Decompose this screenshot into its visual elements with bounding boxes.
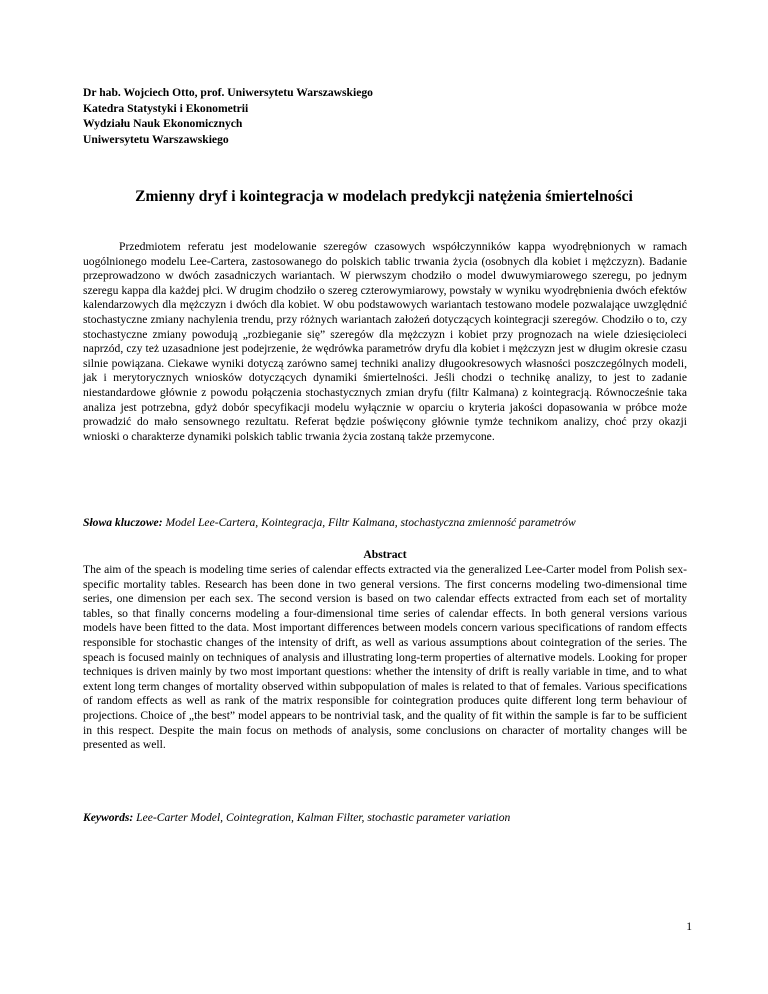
english-abstract bbox=[83, 563, 687, 753]
english-keywords bbox=[83, 811, 687, 826]
polish-keywords bbox=[83, 516, 687, 531]
polish-keywords-value: Model Lee-Cartera, Kointegracja, Filtr Kalmana, stochastyczna zmienność parametrów bbox=[165, 516, 576, 529]
abstract-heading: Abstract bbox=[363, 548, 407, 561]
university: Uniwersytetu Warszawskiego bbox=[83, 132, 229, 146]
polish-keywords-label: Słowa kluczowe: bbox=[83, 516, 166, 529]
author-name: Dr hab. Wojciech Otto, prof. Uniwersytetu Warszawskiego bbox=[83, 86, 373, 99]
paper-title: Zmienny dryf i kointegracja w modelach predykcji natężenia śmiertelności bbox=[135, 188, 633, 205]
polish-abstract-text: Przedmiotem referatu jest modelowanie szeregów czasowych współczynników kappa wyodrębnionych w ramach uogólnionego modelu Lee-Cartera, zastosowanego do polskich tablic trwania życia (osobnych dla kobiet i mężczyzn). Badanie przeprowadzono w dwóch zasadniczych wariantach. W pierwszym chodziło o model dwuwymiarowego szeregu, po jednym szeregu kappa dla każdej płci. W drugim chodziło o szereg czterowymiarowy, powstały w wyniku wyodrębnienia dwóch efektów kalendarzowych dla mężczyzn i dwóch dla kobiet. W obu podstawowych wariantach testowano modele pozwalające uwzględnić stochastyczne zmiany nachylenia trendu, przy różnych wariantach założeń dotyczących kointegracji szeregów. Chodziło o to, czy stochastyczne zmiany powodują „rozbieganie się” szeregów dla mężczyzn i kobiet przy prognozach na wiele dziesięcioleci naprzód, czy też uzasadnione jest podejrzenie, że wędrówka parametrów dryfu dla kobiet i mężczyzn jest w długim okresie czasu silnie powiązana. Ciekawe wyniki dotyczą zarówno samej techniki analizy długookresowych własności poszczególnych modeli, jak i merytorycznych wniosków dotyczących dynamiki śmiertelności. Jeśli chodzi o technikę analizy, to jest to zadanie niestandardowe głównie z powodu połączenia stochastycznych zmian dryfu (filtr Kalmana) z kointegracją. Równocześnie taka analiza jest potrzebna, gdyż dobór specyfikacji modelu wyłącznie w oparciu o kryteria jakości dopasowania w próbce może prowadzić do mało sensownego rezultatu. Referat będzie poświęcony głównie tymże technikom analizy, choć przy okazji wnioski o charakterze dynamiki polskich tablic trwania życia zostaną także przemycone. bbox=[83, 240, 687, 443]
english-abstract-text: The aim of the speach is modeling time series of calendar effects extracted via the generalized Lee-Carter model from Polish sex-specific mortality tables. Research has been done in two general versions. The first concerns modeling two-dimensional time series, one dimension per each sex. The second version is based on two calendar effects extracted from each set of mortality tables, so that finally concerns modeling a four-dimensional time series of calendar effects. In both general versions various models have been fitted to the data. Most important differences between models concern various specifications of random effects responsible for stochastic changes of the intensity of drift, as well as various assumptions about cointegration of the series. The speach is focused mainly on techniques of analysis and illustrating long-term properties of alternative models. Looking for proper techniques is driven mainly by two most important questions: whether the intensity of drift is really variable in time, and to what extent long term changes of mortality observed within subpopulation of males is related to that of females. Various specifications of random effects as well as rank of the matrix responsible for cointegration produces quite different long term behaviour of projections. Choice of „the best” model appears to be nontrivial task, and the quality of fit within the sample is far to be sufficient in this respect. Despite the main focus on methods of analysis, some conclusions on character of mortality changes will be presented as well. bbox=[83, 563, 687, 752]
english-keywords-value: Lee-Carter Model, Cointegration, Kalman Filter, stochastic parameter variation bbox=[136, 811, 511, 824]
polish-abstract bbox=[83, 240, 687, 444]
author-affiliation bbox=[83, 85, 703, 147]
faculty: Wydziału Nauk Ekonomicznych bbox=[83, 117, 243, 131]
english-keywords-label: Keywords: bbox=[83, 811, 137, 824]
department: Katedra Statystyki i Ekonometrii bbox=[83, 101, 249, 115]
page-number: 1 bbox=[686, 920, 692, 933]
